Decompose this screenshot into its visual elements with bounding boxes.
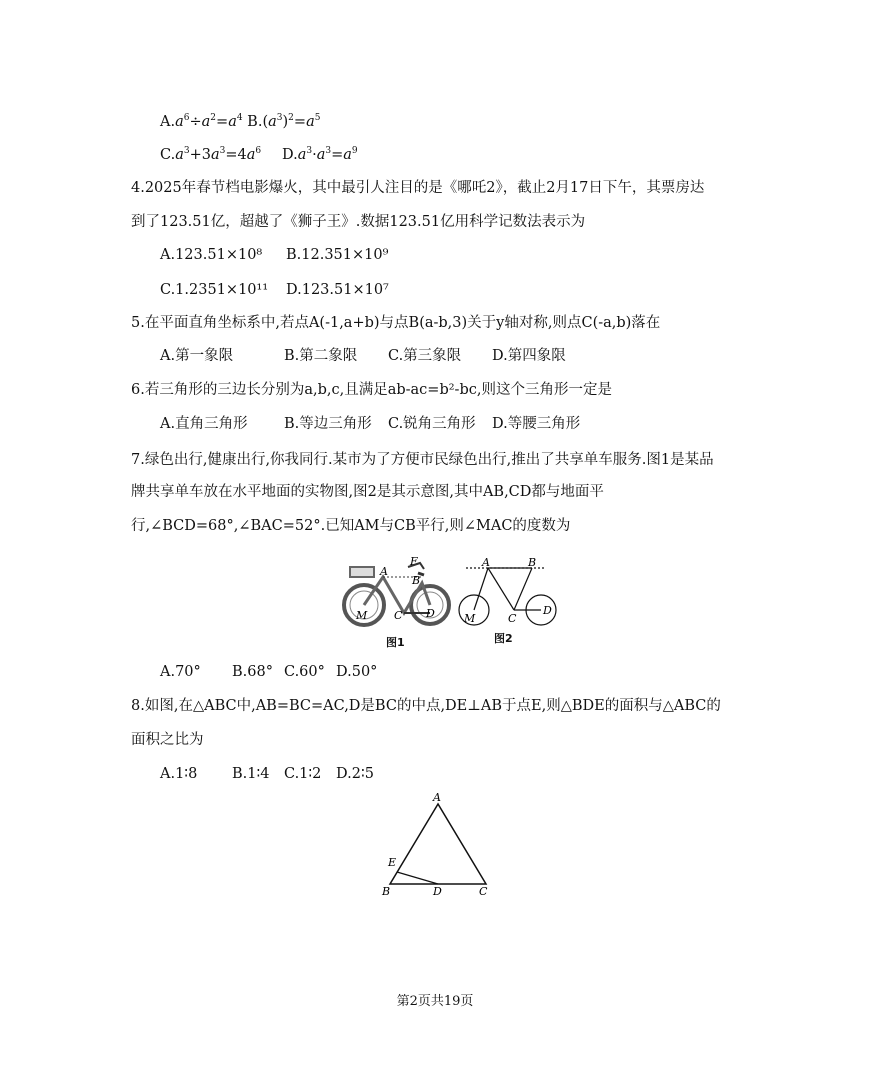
fig1-label-b: B bbox=[412, 574, 421, 587]
q5-stem: 5.在平面直角坐标系中,若点A(-1,a+b)与点B(a-b,3)关于y轴对称,则点C(-a,b)落在 bbox=[131, 315, 661, 331]
q5-option-c: C.第三象限 bbox=[388, 348, 462, 364]
q5-option-b: B.第二象限 bbox=[284, 348, 358, 364]
q8-label-b: B bbox=[382, 885, 391, 898]
q7-figure1-caption: 图1 bbox=[386, 636, 405, 649]
q7-stem-line1: 7.绿色出行,健康出行,你我同行.某市为了方便市民绿色出行,推出了共享单车服务.图1是某品 bbox=[131, 452, 714, 468]
q6-options bbox=[160, 414, 580, 434]
q4-stem-line1: 4.2025年春节档电影爆火，其中最引人注目的是《哪吒2》，截止2月17日下午，其票房达 bbox=[131, 180, 705, 196]
q8-option-d: D.2∶5 bbox=[336, 766, 374, 782]
q8-option-a: A.1∶8 bbox=[160, 766, 198, 782]
q8-stem-line1: 8.如图,在△ABC中,AB=BC=AC,D是BC的中点,DE⊥AB于点E,则△BDE的面积与△ABC的 bbox=[131, 698, 721, 714]
q4-option-d: D.123.51×10⁷ bbox=[286, 282, 389, 298]
q7-stem-line2: 牌共享单车放在水平地面的实物图,图2是其示意图,其中AB,CD都与地面平 bbox=[131, 484, 604, 500]
fig1-label-a: A bbox=[380, 565, 388, 578]
q4-option-a: A.123.51×10⁸ bbox=[160, 247, 263, 263]
q4-option-c: C.1.2351×10¹¹ bbox=[160, 282, 269, 298]
fig2-label-d: D bbox=[543, 604, 552, 617]
q7-figure2-schematic bbox=[452, 556, 562, 628]
q8-stem-line2: 面积之比为 bbox=[131, 732, 204, 748]
q4-options-row2 bbox=[160, 280, 389, 300]
q6-option-b: B.等边三角形 bbox=[284, 416, 372, 432]
q7-figure1-bicycle bbox=[338, 553, 452, 633]
fig1-label-d: D bbox=[426, 607, 435, 620]
fig1-label-c: C bbox=[394, 609, 403, 622]
q8-options bbox=[160, 764, 374, 784]
q7-option-a: A.70° bbox=[160, 664, 201, 680]
q3-options-row1: $A.a^6\div a^2=a^4$ $B.(a^3)^2=a^5$ bbox=[160, 113, 321, 130]
q7-option-b: B.68° bbox=[232, 664, 273, 680]
fig2-label-b: B bbox=[528, 556, 537, 569]
q6-option-c: C.锐角三角形 bbox=[388, 416, 476, 432]
q8-label-c: C bbox=[479, 885, 488, 898]
q4-option-b: B.12.351×10⁹ bbox=[286, 247, 389, 263]
q8-label-e: E bbox=[388, 856, 397, 869]
q7-stem-line3: 行,∠BCD=68°,∠BAC=52°.已知AM与CB平行,则∠MAC的度数为 bbox=[131, 518, 571, 534]
fig2-label-c: C bbox=[508, 612, 517, 625]
q4-stem-line2: 到了123.51亿，超越了《狮子王》.数据123.51亿用科学记数法表示为 bbox=[131, 214, 586, 230]
fig1-label-m: M bbox=[356, 609, 368, 622]
q8-label-d: D bbox=[433, 885, 442, 898]
q6-option-a: A.直角三角形 bbox=[160, 416, 248, 432]
q3-options-row2: $C.a^3+3a^3=4a^6$ $D.a^3\cdot a^3=a^9$ bbox=[160, 146, 358, 163]
q8-label-a: A bbox=[433, 791, 441, 804]
q7-option-c: C.60° bbox=[284, 664, 325, 680]
fig2-label-a: A bbox=[482, 556, 490, 569]
q6-stem: 6.若三角形的三边长分别为a,b,c,且满足ab-ac=b²-bc,则这个三角形一定是 bbox=[131, 382, 612, 398]
page-footer: 第2页共19页 bbox=[396, 994, 474, 1009]
fig1-label-f: F bbox=[410, 555, 418, 568]
q5-option-d: D.第四象限 bbox=[492, 348, 566, 364]
q5-option-a: A.第一象限 bbox=[160, 348, 234, 364]
q4-options-row1 bbox=[160, 245, 388, 265]
q8-option-b: B.1∶4 bbox=[232, 766, 270, 782]
q7-figure2-caption: 图2 bbox=[494, 632, 513, 645]
fig2-label-m: M bbox=[464, 612, 476, 625]
q8-triangle-figure bbox=[378, 788, 496, 900]
q5-options bbox=[160, 346, 566, 366]
q7-options bbox=[160, 662, 377, 682]
q8-option-c: C.1∶2 bbox=[284, 766, 322, 782]
q6-option-d: D.等腰三角形 bbox=[492, 416, 581, 432]
q7-option-d: D.50° bbox=[336, 664, 378, 680]
